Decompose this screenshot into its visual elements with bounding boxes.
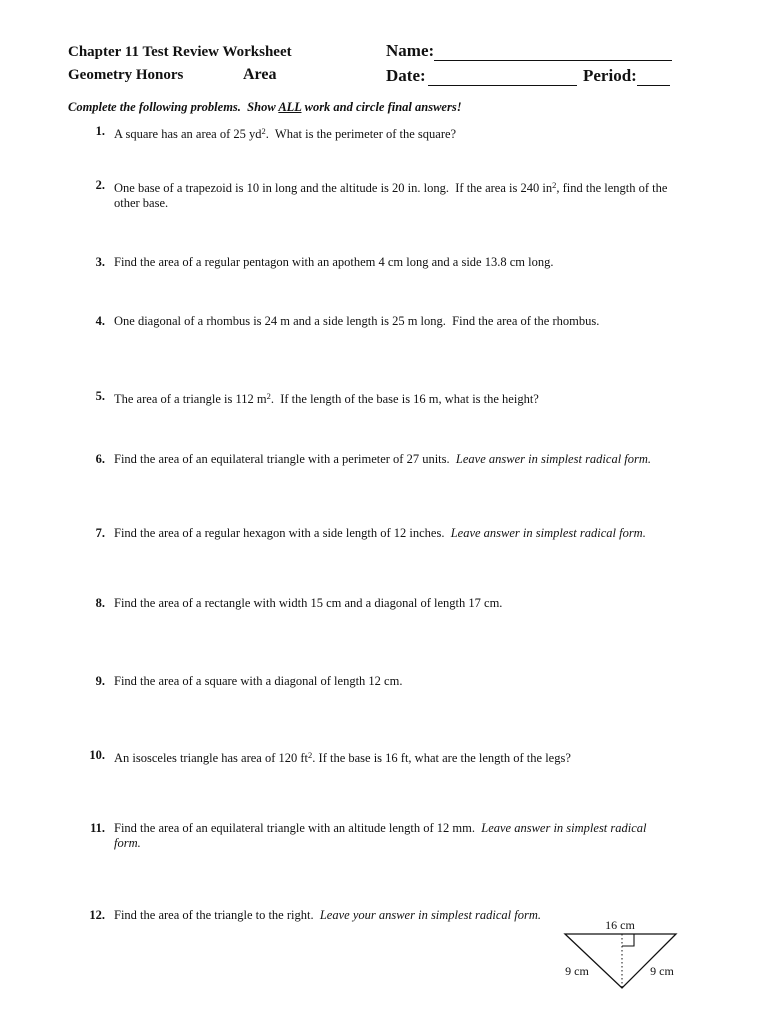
period-label: Period: <box>583 66 637 85</box>
problem-2 <box>88 178 667 211</box>
period-blank-line <box>637 68 670 86</box>
problem-4-number: 4. <box>95 314 105 328</box>
problem-1 <box>88 124 456 142</box>
problem-2-text: One base of a trapezoid is 10 in long and the altitude is 20 in. long. If the area is 240 $in^2$, find the length of the other base. <box>114 180 668 210</box>
name-blank-line <box>434 43 672 61</box>
problem-12 <box>88 908 541 923</box>
triangle-right-side-label: 9 cm <box>650 964 674 978</box>
triangle-shape <box>565 934 676 988</box>
instructions-underlined-word: ALL <box>278 100 302 114</box>
problem-4-text: One diagonal of a rhombus is 24 m and a side length is 25 m long. Find the area of the rhombus. <box>114 314 600 328</box>
problem-1-text: A square has an area of 25 $yd^2$. What is the perimeter of the square? <box>114 126 457 141</box>
problem-10-text: An isosceles triangle has area of 120 $ft^2$. If the base is 16 ft, what are the length of the legs? <box>114 750 571 765</box>
triangle-left-side-label: 9 cm <box>565 964 589 978</box>
instructions-part2: work and circle final answers! <box>301 100 462 114</box>
problem-8-text: Find the area of a rectangle with width 15 cm and a diagonal of length 17 cm. <box>114 596 503 610</box>
problem-11 <box>88 821 647 851</box>
problem-3-text: Find the area of a regular pentagon with an apothem 4 cm long and a side 13.8 cm long. <box>114 255 554 269</box>
problem-10 <box>88 748 571 766</box>
problem-6-text: Find the area of an equilateral triangle with a perimeter of 27 units. Leave answer in simplest radical form. <box>114 452 652 466</box>
problem-5 <box>88 389 539 407</box>
problem-12-number: 12. <box>89 908 105 922</box>
problem-12-triangle-figure <box>553 903 698 1008</box>
problem-7-number: 7. <box>95 526 105 540</box>
problem-10-number: 10. <box>89 748 105 762</box>
problem-8 <box>88 596 502 611</box>
problem-4 <box>88 314 599 329</box>
worksheet-topic: Area <box>243 66 277 83</box>
course-name: Geometry Honors <box>68 67 184 83</box>
problem-1-number: 1. <box>95 124 105 138</box>
worksheet-title: Chapter 11 Test Review Worksheet <box>68 44 292 60</box>
problem-8-number: 8. <box>95 596 105 610</box>
problem-7 <box>88 526 646 541</box>
triangle-top-side-label: 16 cm <box>605 918 635 932</box>
problem-2-number: 2. <box>95 178 105 192</box>
problem-9-text: Find the area of a square with a diagonal of length 12 cm. <box>114 674 403 688</box>
problem-12-text: Find the area of the triangle to the right. Leave your answer in simplest radical form. <box>114 908 542 922</box>
instructions-part1: Complete the following problems. Show <box>68 100 279 114</box>
problem-11-number: 11. <box>90 821 105 835</box>
problem-7-text: Find the area of a regular hexagon with a side length of 12 inches. Leave answer in simplest radical form. <box>114 526 646 540</box>
problem-9 <box>88 674 402 689</box>
problem-11-text: Find the area of an equilateral triangle with an altitude length of 12 mm. Leave answer in simplest radical form. <box>114 821 647 850</box>
problem-5-text: The area of a triangle is 112 $m^2$. If the length of the base is 16 m, what is the height? <box>114 391 539 406</box>
date-blank-line <box>428 68 577 86</box>
date-label: Date: <box>386 66 426 85</box>
problem-3-number: 3. <box>95 255 105 269</box>
right-angle-mark <box>622 934 634 946</box>
problem-9-number: 9. <box>95 674 105 688</box>
problem-6-number: 6. <box>95 452 105 466</box>
problem-3 <box>88 255 553 270</box>
name-label: Name: <box>386 41 435 60</box>
instructions <box>68 100 462 115</box>
problem-5-number: 5. <box>95 389 105 403</box>
problem-6 <box>88 452 651 467</box>
